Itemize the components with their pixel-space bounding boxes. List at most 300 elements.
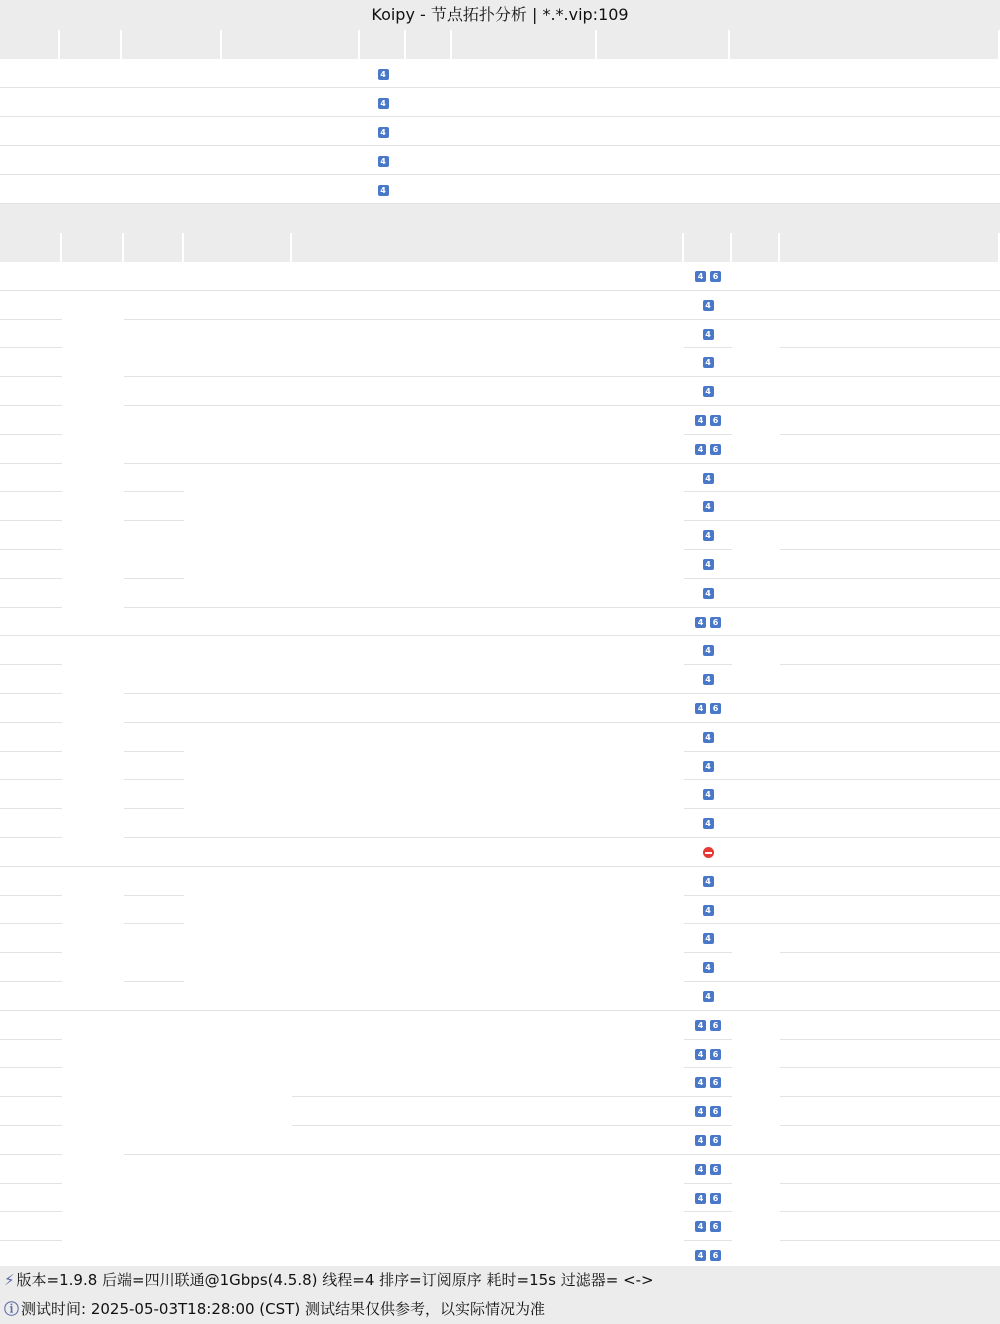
exit-region-cell xyxy=(124,896,184,925)
ipv4-badge: 4 xyxy=(378,98,389,109)
exit-stack-cell xyxy=(684,435,732,464)
ipv4-badge: 4 xyxy=(703,674,714,685)
exit-index-cell xyxy=(0,867,62,896)
exit-header-cell xyxy=(292,233,682,262)
exit-index-cell xyxy=(0,579,62,608)
entry-detail-cell xyxy=(597,146,730,175)
exit-region-cell xyxy=(124,1011,184,1155)
ipv4-badge: 4 xyxy=(695,1106,706,1117)
exit-node-name-cell xyxy=(780,694,1000,723)
ipv4-badge: 4 xyxy=(695,1221,706,1232)
exit-index-cell xyxy=(0,982,62,1011)
exit-node-name-cell xyxy=(780,320,1000,349)
exit-stack-cell xyxy=(684,1011,732,1040)
exit-region-cell xyxy=(124,377,184,406)
ipv4-badge: 4 xyxy=(695,703,706,714)
exit-region-cell xyxy=(124,464,184,493)
exit-stack-cell xyxy=(684,780,732,809)
exit-cluster-cell xyxy=(732,1011,780,1155)
exit-stack-cell xyxy=(684,982,732,1011)
exit-region-cell xyxy=(124,406,184,464)
ipv6-badge: 6 xyxy=(710,1049,721,1060)
exit-stack-cell xyxy=(684,665,732,694)
exit-index-cell xyxy=(0,348,62,377)
exit-stack-cell xyxy=(684,464,732,493)
ipv4-badge: 4 xyxy=(695,415,706,426)
exit-asn-cell xyxy=(184,867,292,1011)
exit-node-name-cell xyxy=(780,435,1000,464)
exit-node-name-cell xyxy=(780,982,1000,1011)
entry-header-cell xyxy=(122,30,220,59)
ipv4-badge: 4 xyxy=(695,444,706,455)
entry-idx-cell xyxy=(0,88,60,117)
exit-region-cell xyxy=(124,608,184,637)
ipv4-badge: 4 xyxy=(695,1164,706,1175)
exit-node-name-cell xyxy=(780,752,1000,781)
ipv4-badge: 4 xyxy=(703,991,714,1002)
footer-line-2: 测试时间: 2025-05-03T18:28:00 (CST) 测试结果仅供参考，以实际情况为准 xyxy=(21,1300,545,1318)
exit-index-cell xyxy=(0,1040,62,1069)
ipv4-badge: 4 xyxy=(703,933,714,944)
exit-node-name-cell xyxy=(780,579,1000,608)
exit-stack-cell xyxy=(684,1068,732,1097)
exit-org-cell xyxy=(292,320,684,378)
exit-asn-cell xyxy=(184,406,292,464)
exit-index-cell xyxy=(0,896,62,925)
exit-stack-cell xyxy=(684,723,732,752)
entry-ip-cell xyxy=(452,59,597,88)
exit-org-cell xyxy=(292,1097,684,1126)
exit-stack-cell xyxy=(684,492,732,521)
ipv4-badge: 4 xyxy=(695,1020,706,1031)
exit-cluster-cell xyxy=(732,838,780,867)
exit-org-cell xyxy=(292,464,684,608)
ipv4-badge: 4 xyxy=(703,789,714,800)
exit-asn-cell xyxy=(184,723,292,838)
ipv6-badge: 6 xyxy=(710,1135,721,1146)
exit-entry-cell xyxy=(62,636,124,866)
entry-asn-cell xyxy=(122,59,222,88)
exit-org-cell xyxy=(292,636,684,694)
exit-asn-cell xyxy=(124,838,292,867)
exit-cluster-cell xyxy=(732,320,780,378)
exit-stack-cell xyxy=(684,1212,732,1241)
ipv4-badge: 4 xyxy=(703,818,714,829)
entry-detail-cell xyxy=(597,175,730,204)
exit-node-name-cell xyxy=(780,896,1000,925)
entry-cluster-cell xyxy=(406,88,452,117)
ipv4-badge: 4 xyxy=(378,156,389,167)
exit-region-cell xyxy=(124,924,184,982)
exit-asn-cell xyxy=(124,1155,292,1270)
exit-entry-cell xyxy=(62,262,124,291)
ipv6-badge: 6 xyxy=(710,617,721,628)
exit-node-name-cell xyxy=(780,636,1000,665)
exit-header-cell xyxy=(62,233,122,262)
footer-line-1: 版本=1.9.8 后端=四川联通@1Gbps(4.5.8) 线程=4 排序=订阅原序 耗时=15s 过滤器= <-> xyxy=(16,1271,654,1289)
exit-index-cell xyxy=(0,1126,62,1155)
exit-index-cell xyxy=(0,1097,62,1126)
exit-cluster-cell xyxy=(732,809,780,838)
exit-cluster-cell xyxy=(732,464,780,493)
exit-asn-cell xyxy=(184,320,292,378)
entry-idx-cell xyxy=(0,117,60,146)
entry-stack-cell xyxy=(360,175,406,204)
exit-header-cell xyxy=(684,233,730,262)
entry-count-cell xyxy=(730,146,1000,175)
exit-index-cell xyxy=(0,521,62,550)
exit-index-cell xyxy=(0,406,62,435)
entry-header-cell xyxy=(452,30,595,59)
entry-header-cell xyxy=(360,30,404,59)
entry-idx-cell xyxy=(0,175,60,204)
entry-idx-cell xyxy=(0,146,60,175)
exit-index-cell xyxy=(0,492,62,521)
exit-stack-cell xyxy=(684,809,732,838)
entry-region-cell xyxy=(60,146,122,175)
exit-cluster-cell xyxy=(732,1155,780,1270)
exit-cluster-cell xyxy=(732,723,780,752)
exit-node-name-cell xyxy=(780,348,1000,377)
exit-cluster-cell xyxy=(732,406,780,464)
exit-node-name-cell xyxy=(780,780,1000,809)
entry-cluster-cell xyxy=(406,146,452,175)
ipv6-badge: 6 xyxy=(710,415,721,426)
exit-stack-cell xyxy=(684,953,732,982)
ipv4-badge: 4 xyxy=(695,1135,706,1146)
exit-cluster-cell xyxy=(732,492,780,521)
exit-index-cell xyxy=(0,838,62,867)
exit-stack-cell xyxy=(684,1184,732,1213)
ipv4-badge: 4 xyxy=(703,386,714,397)
exit-node-name-cell xyxy=(780,406,1000,435)
entry-header-cell xyxy=(60,30,120,59)
entry-stack-cell xyxy=(360,88,406,117)
exit-stack-cell xyxy=(684,1097,732,1126)
exit-cluster-cell xyxy=(732,896,780,925)
exit-index-cell xyxy=(0,780,62,809)
ipv4-badge: 4 xyxy=(703,732,714,743)
ipv4-badge: 4 xyxy=(695,1049,706,1060)
ipv4-badge: 4 xyxy=(378,127,389,138)
exit-node-name-cell xyxy=(780,1040,1000,1069)
exit-header-cell xyxy=(780,233,998,262)
exit-stack-cell xyxy=(684,838,732,867)
ipv4-badge: 4 xyxy=(703,357,714,368)
exit-stack-cell xyxy=(684,377,732,406)
exit-stack-cell xyxy=(684,262,732,291)
exit-asn-cell xyxy=(184,377,292,406)
exit-org-cell xyxy=(292,1126,684,1155)
exit-cluster-cell xyxy=(732,291,780,320)
exit-cluster-cell xyxy=(732,377,780,406)
entry-count-cell xyxy=(730,59,1000,88)
exit-node-name-cell xyxy=(780,464,1000,493)
exit-region-cell xyxy=(124,262,184,291)
exit-region-cell xyxy=(124,636,184,694)
exit-stack-cell xyxy=(684,550,732,579)
exit-index-cell xyxy=(0,809,62,838)
exit-index-cell xyxy=(0,1068,62,1097)
exit-region-cell xyxy=(124,780,184,809)
info-icon: ⓘ xyxy=(4,1300,20,1318)
exit-org-cell xyxy=(292,608,684,637)
ipv6-badge: 6 xyxy=(710,1221,721,1232)
exit-cluster-cell xyxy=(732,579,780,608)
ipv4-badge: 4 xyxy=(703,300,714,311)
ipv4-badge: 4 xyxy=(703,530,714,541)
entry-org-cell xyxy=(222,117,360,146)
exit-region-cell xyxy=(124,867,184,896)
exit-org-cell xyxy=(292,406,684,464)
exit-index-cell xyxy=(0,320,62,349)
exit-node-name-cell xyxy=(780,492,1000,521)
exit-entry-cell xyxy=(62,291,124,637)
exit-region-cell xyxy=(124,521,184,579)
entry-header-cell xyxy=(730,30,998,59)
exit-node-name-cell xyxy=(780,838,1000,867)
exit-stack-cell xyxy=(684,291,732,320)
exit-stack-cell xyxy=(684,521,732,550)
exit-stack-cell xyxy=(684,1126,732,1155)
exit-cluster-cell xyxy=(732,694,780,723)
exit-index-cell xyxy=(0,953,62,982)
exit-index-cell xyxy=(0,550,62,579)
exit-cluster-cell xyxy=(732,262,780,291)
exit-cluster-cell xyxy=(732,924,780,982)
exit-index-cell xyxy=(0,1212,62,1241)
entry-org-cell xyxy=(222,175,360,204)
ipv4-badge: 4 xyxy=(695,1250,706,1261)
exit-node-name-cell xyxy=(780,809,1000,838)
entry-header-cell xyxy=(597,30,728,59)
exit-cluster-cell xyxy=(732,982,780,1011)
exit-node-name-cell xyxy=(780,924,1000,953)
entry-asn-cell xyxy=(122,88,222,117)
exit-org-cell xyxy=(292,1011,684,1097)
exit-region-cell xyxy=(124,809,184,838)
entry-count-cell xyxy=(730,117,1000,146)
exit-node-name-cell xyxy=(780,665,1000,694)
entry-count-cell xyxy=(730,175,1000,204)
exit-asn-cell xyxy=(184,636,292,694)
exit-node-name-cell xyxy=(780,1212,1000,1241)
entry-header-cell xyxy=(222,30,358,59)
exit-stack-cell xyxy=(684,320,732,349)
window-title: Koipy - 节点拓扑分析 | *.*.vip:109 xyxy=(0,0,1000,30)
exit-cluster-cell xyxy=(732,636,780,694)
ipv4-badge: 4 xyxy=(695,617,706,628)
exit-index-cell xyxy=(0,752,62,781)
exit-index-cell xyxy=(0,723,62,752)
ipv4-badge: 4 xyxy=(378,69,389,80)
exit-cluster-cell xyxy=(732,608,780,637)
entry-stack-cell xyxy=(360,117,406,146)
exit-org-cell xyxy=(292,262,684,291)
entry-region-cell xyxy=(60,59,122,88)
entry-org-cell xyxy=(222,146,360,175)
exit-stack-cell xyxy=(684,867,732,896)
exit-asn-cell xyxy=(184,694,292,723)
ipv6-badge: 6 xyxy=(710,1193,721,1204)
ipv4-badge: 4 xyxy=(695,1077,706,1088)
entry-cluster-cell xyxy=(406,117,452,146)
ipv6-badge: 6 xyxy=(710,1077,721,1088)
exit-region-cell xyxy=(124,752,184,781)
footer-time xyxy=(0,1295,1000,1324)
exit-index-cell xyxy=(0,608,62,637)
ipv4-badge: 4 xyxy=(703,473,714,484)
entry-org-cell xyxy=(222,59,360,88)
exit-node-name-cell xyxy=(780,550,1000,579)
exit-index-cell xyxy=(0,291,62,320)
exit-asn-cell xyxy=(184,291,292,320)
exit-asn-cell xyxy=(184,608,292,637)
exit-stack-cell xyxy=(684,896,732,925)
exit-stack-cell xyxy=(684,1040,732,1069)
blocked-icon xyxy=(703,847,714,858)
exit-stack-cell xyxy=(684,348,732,377)
ipv6-badge: 6 xyxy=(710,271,721,282)
exit-org-cell xyxy=(292,694,684,723)
exit-stack-cell xyxy=(684,924,732,953)
ipv4-badge: 4 xyxy=(695,271,706,282)
exit-entry-cell xyxy=(62,867,124,1011)
exit-cluster-cell xyxy=(732,867,780,896)
exit-node-name-cell xyxy=(780,608,1000,637)
ipv4-badge: 4 xyxy=(703,962,714,973)
exit-index-cell xyxy=(0,1155,62,1184)
exit-asn-cell xyxy=(184,464,292,608)
entry-detail-cell xyxy=(597,88,730,117)
exit-header-cell xyxy=(184,233,290,262)
wrench-icon: ⚡ xyxy=(4,1271,15,1289)
exit-index-cell xyxy=(0,1184,62,1213)
entry-asn-cell xyxy=(122,146,222,175)
exit-entry-cell xyxy=(62,1011,124,1270)
exit-region-cell xyxy=(124,694,184,723)
exit-node-name-cell xyxy=(780,521,1000,550)
ipv4-badge: 4 xyxy=(703,876,714,887)
entry-idx-cell xyxy=(0,59,60,88)
entry-ip-cell xyxy=(452,175,597,204)
exit-node-name-cell xyxy=(780,1184,1000,1213)
entry-header-cell xyxy=(406,30,450,59)
exit-index-cell xyxy=(0,262,62,291)
exit-index-cell xyxy=(0,924,62,953)
entry-asn-cell xyxy=(122,117,222,146)
ipv6-badge: 6 xyxy=(710,1106,721,1117)
exit-region-cell xyxy=(124,982,184,1011)
exit-index-cell xyxy=(0,636,62,665)
entry-ip-cell xyxy=(452,88,597,117)
exit-node-name-cell xyxy=(780,1126,1000,1155)
exit-cluster-cell xyxy=(732,780,780,809)
ipv6-badge: 6 xyxy=(710,1020,721,1031)
exit-org-cell xyxy=(292,867,684,1011)
exit-node-name-cell xyxy=(780,377,1000,406)
exit-node-name-cell xyxy=(780,867,1000,896)
ipv4-badge: 4 xyxy=(703,588,714,599)
exit-header-cell xyxy=(732,233,778,262)
exit-section-title xyxy=(0,204,1000,233)
ipv4-badge: 4 xyxy=(703,501,714,512)
exit-asn-cell xyxy=(184,1011,292,1155)
entry-ip-cell xyxy=(452,146,597,175)
entry-ip-cell xyxy=(452,117,597,146)
entry-detail-cell xyxy=(597,117,730,146)
ipv4-badge: 4 xyxy=(703,905,714,916)
exit-cluster-cell xyxy=(732,521,780,579)
ipv6-badge: 6 xyxy=(710,1164,721,1175)
entry-cluster-cell xyxy=(406,175,452,204)
entry-stack-cell xyxy=(360,59,406,88)
exit-header-cell xyxy=(124,233,182,262)
exit-node-name-cell xyxy=(780,1068,1000,1097)
exit-node-name-cell xyxy=(780,1155,1000,1184)
exit-org-cell xyxy=(292,377,684,406)
exit-node-name-cell xyxy=(780,1011,1000,1040)
exit-region-cell xyxy=(124,291,184,320)
exit-index-cell xyxy=(0,1011,62,1040)
entry-org-cell xyxy=(222,88,360,117)
entry-header-cell xyxy=(0,30,58,59)
exit-node-name-cell xyxy=(780,262,1000,291)
exit-stack-cell xyxy=(684,694,732,723)
ipv6-badge: 6 xyxy=(710,703,721,714)
entry-cluster-cell xyxy=(406,59,452,88)
ipv6-badge: 6 xyxy=(710,444,721,455)
exit-stack-cell xyxy=(684,608,732,637)
exit-region-cell xyxy=(124,492,184,521)
exit-stack-cell xyxy=(684,752,732,781)
exit-stack-cell xyxy=(684,1155,732,1184)
exit-index-cell xyxy=(0,377,62,406)
ipv4-badge: 4 xyxy=(703,559,714,570)
exit-region-cell xyxy=(124,320,184,378)
exit-stack-cell xyxy=(684,579,732,608)
entry-detail-cell xyxy=(597,59,730,88)
exit-header-cell xyxy=(0,233,60,262)
ipv4-badge: 4 xyxy=(703,761,714,772)
exit-asn-cell xyxy=(184,262,292,291)
ipv4-badge: 4 xyxy=(378,185,389,196)
exit-org-cell xyxy=(292,723,684,838)
exit-cluster-cell xyxy=(732,752,780,781)
ipv4-badge: 4 xyxy=(703,645,714,656)
exit-stack-cell xyxy=(684,406,732,435)
entry-count-cell xyxy=(730,88,1000,117)
exit-index-cell xyxy=(0,694,62,723)
exit-stack-cell xyxy=(684,636,732,665)
exit-index-cell xyxy=(0,464,62,493)
exit-region-cell xyxy=(124,723,184,752)
exit-index-cell xyxy=(0,435,62,464)
exit-node-name-cell xyxy=(780,953,1000,982)
group-divider xyxy=(124,866,292,867)
ipv6-badge: 6 xyxy=(710,1250,721,1261)
ipv4-badge: 4 xyxy=(695,1193,706,1204)
entry-stack-cell xyxy=(360,146,406,175)
exit-node-name-cell xyxy=(780,723,1000,752)
exit-org-cell xyxy=(292,1155,684,1270)
exit-org-cell xyxy=(292,838,684,867)
exit-node-name-cell xyxy=(780,291,1000,320)
exit-org-cell xyxy=(292,291,684,320)
entry-region-cell xyxy=(60,117,122,146)
exit-index-cell xyxy=(0,665,62,694)
ipv4-badge: 4 xyxy=(703,329,714,340)
